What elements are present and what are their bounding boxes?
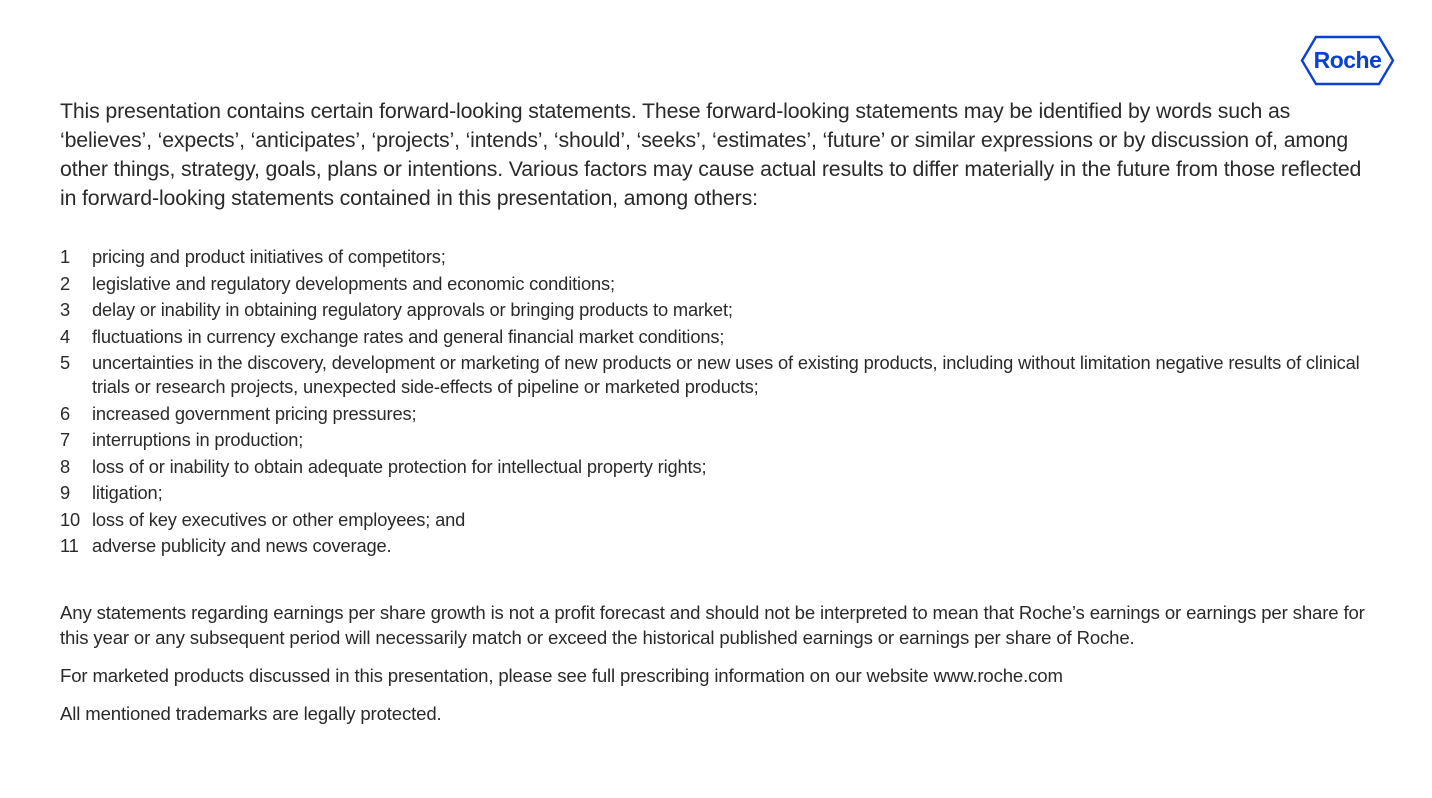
prescribing-info-note: For marketed products discussed in this presentation, please see full prescribing information on our website www.roche.com bbox=[60, 665, 1063, 686]
list-item-number: 11 bbox=[60, 535, 79, 556]
list-item-number: 10 bbox=[60, 508, 81, 530]
list-item bbox=[60, 402, 1380, 426]
list-item-number: 2 bbox=[60, 272, 71, 294]
list-item bbox=[60, 351, 1380, 399]
list-item-text: adverse publicity and news coverage. bbox=[92, 535, 392, 556]
list-item-text: increased government pricing pressures; bbox=[92, 402, 417, 424]
list-item-text: loss of key executives or other employees; and bbox=[92, 508, 466, 530]
list-item-number: 1 bbox=[60, 246, 71, 267]
list-item-number: 7 bbox=[60, 429, 71, 450]
list-item bbox=[60, 455, 1380, 479]
list-item-number: 5 bbox=[60, 352, 71, 373]
list-item bbox=[60, 245, 1380, 269]
list-item bbox=[60, 298, 1380, 322]
list-item-text: delay or inability in obtaining regulatory approvals or bringing products to market; bbox=[92, 299, 733, 320]
roche-logo-text: Roche bbox=[1313, 47, 1382, 73]
list-item bbox=[60, 272, 1380, 296]
list-item-number: 9 bbox=[60, 482, 71, 503]
list-item-number: 3 bbox=[60, 299, 71, 320]
list-item-text: fluctuations in currency exchange rates and general financial market conditions; bbox=[92, 325, 725, 347]
eps-disclaimer: Any statements regarding earnings per share growth is not a profit forecast and should not be interpreted to mean that Roche’s earnings or earnings per share for this year or any subsequent period will necessarily match or exceed the historical published earnings or earnings per share of Roche. bbox=[60, 602, 1365, 648]
list-item-number: 6 bbox=[60, 402, 71, 424]
list-item-number: 8 bbox=[60, 455, 71, 477]
list-item bbox=[60, 481, 1380, 505]
intro-paragraph: This presentation contains certain forward-looking statements. These forward-looking statements may be identified by words such as ‘believes’, ‘expects’, ‘anticipates’, ‘projects’, ‘intends’, ‘should’, ‘seeks’, ‘estimates’, ‘future’ or similar expressions or by discussion of, among other things, strategy, goals, plans or intentions. Various factors may cause actual results to differ materially in the future from those reflected in forward-looking statements contained in this presentation, among others: bbox=[60, 99, 1362, 210]
risk-factors-list bbox=[60, 245, 1380, 561]
list-item bbox=[60, 508, 1380, 532]
list-item bbox=[60, 325, 1380, 349]
list-item-text: loss of or inability to obtain adequate protection for intellectual property rights; bbox=[92, 455, 707, 477]
list-item-number: 4 bbox=[60, 325, 71, 347]
list-item-text: interruptions in production; bbox=[92, 429, 304, 450]
list-item bbox=[60, 534, 1380, 558]
list-item-text: litigation; bbox=[92, 482, 163, 503]
list-item bbox=[60, 428, 1380, 452]
list-item-text: uncertainties in the discovery, development or marketing of new products or new uses of existing products, including without limitation negative results of clinical trials or research projects, unexpected side-effects of pipeline or marketed products; bbox=[92, 352, 1360, 397]
list-item-text: legislative and regulatory developments and economic conditions; bbox=[92, 272, 615, 294]
trademark-note: All mentioned trademarks are legally protected. bbox=[60, 703, 442, 724]
list-item-text: pricing and product initiatives of competitors; bbox=[92, 246, 446, 267]
roche-logo bbox=[1300, 35, 1395, 86]
